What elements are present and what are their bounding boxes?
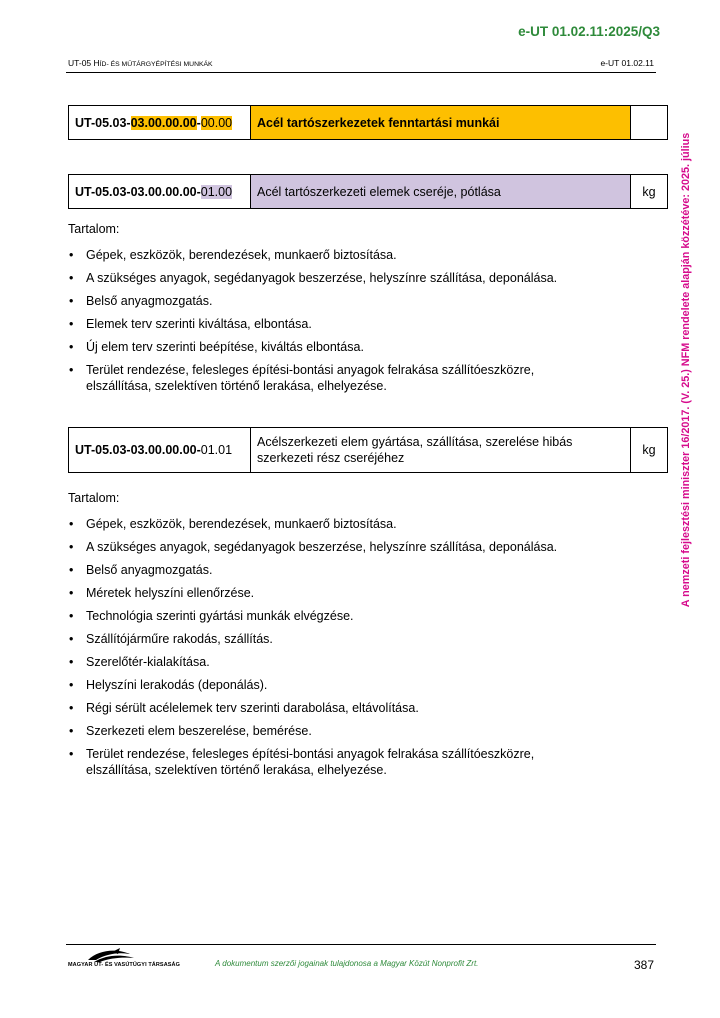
list-item: • A szükséges anyagok, segédanyagok beszerzése, helyszínre szállítása, deponálása. [68, 539, 598, 555]
item-title: Acél tartószerkezetek fenntartási munkái [251, 106, 631, 140]
item-unit: kg [631, 175, 668, 209]
association-name: MAGYAR ÚT- ÉS VASÚTÜGYI TÁRSASÁG [68, 962, 180, 968]
list-item: • Méretek helyszíni ellenőrzése. [68, 585, 598, 601]
item-title: Acélszerkezeti elem gyártása, szállítása, szerelése hibás szerkezeti rész cseréjéhez [251, 428, 631, 473]
list-item: • Szállítójárműre rakodás, szállítás. [68, 631, 598, 647]
list-item: • Gépek, eszközök, berendezések, munkaerő biztosítása. [68, 247, 598, 263]
content-list-01-01 [68, 516, 598, 785]
list-item: • Új elem terv szerinti beépítése, kiváltás elbontása. [68, 339, 598, 355]
content-list-01-00 [68, 247, 598, 401]
footer-divider [66, 944, 656, 945]
list-item: • Szerelőtér-kialakítása. [68, 654, 598, 670]
list-item: • Terület rendezése, felesleges építési-bontási anyagok felrakása szállítóeszközre, elszállítása, szelektíven történő lerakása, elhelyezése. [68, 362, 598, 394]
list-item: • Belső anyagmozgatás. [68, 562, 598, 578]
item-code: UT-05.03-03.00.00.00-01.01 [69, 428, 251, 473]
list-item: • A szükséges anyagok, segédanyagok beszerzése, helyszínre szállítása, deponálása. [68, 270, 598, 286]
header-chapter-name: ÍD- ÉS MŰTÁRGYÉPÍTÉSI MUNKÁK [99, 61, 213, 68]
header-chapter-code: UT-05 H [68, 58, 100, 68]
list-item: • Helyszíni lerakodás (deponálás). [68, 677, 598, 693]
item-title: Acél tartószerkezeti elemek cseréje, pótlása [251, 175, 631, 209]
list-item: • Szerkezeti elem beszerelése, bemérése. [68, 723, 598, 739]
list-item: • Gépek, eszközök, berendezések, munkaerő biztosítása. [68, 516, 598, 532]
header-divider [66, 72, 656, 73]
list-item: • Belső anyagmozgatás. [68, 293, 598, 309]
item-table-main [68, 105, 668, 140]
item-code: UT-05.03-03.00.00.00-00.00 [69, 106, 251, 140]
list-item: • Régi sérült acélelemek terv szerinti darabolása, eltávolítása. [68, 700, 598, 716]
list-item: • Elemek terv szerinti kiváltása, elbontása. [68, 316, 598, 332]
item-table-01-01 [68, 427, 668, 473]
item-unit: kg [631, 428, 668, 473]
list-item: • Terület rendezése, felesleges építési-bontási anyagok felrakása szállítóeszközre, elszállítása, szelektíven történő lerakása, elhelyezése. [68, 746, 598, 778]
list-item: • Technológia szerinti gyártási munkák elvégzése. [68, 608, 598, 624]
footer-copyright: A dokumentum szerzői jogainak tulajdonosa a Magyar Közút Nonprofit Zrt. [215, 959, 479, 968]
content-label: Tartalom: [68, 222, 120, 236]
document-code: e-UT 01.02.11:2025/Q3 [518, 24, 660, 39]
item-code: UT-05.03-03.00.00.00-01.00 [69, 175, 251, 209]
page-number: 387 [633, 958, 654, 972]
item-unit [631, 106, 668, 140]
header-standard-code: e-UT 01.02.11 [600, 58, 654, 68]
item-table-01-00 [68, 174, 668, 209]
content-label: Tartalom: [68, 491, 120, 505]
header-chapter-title [68, 58, 213, 68]
